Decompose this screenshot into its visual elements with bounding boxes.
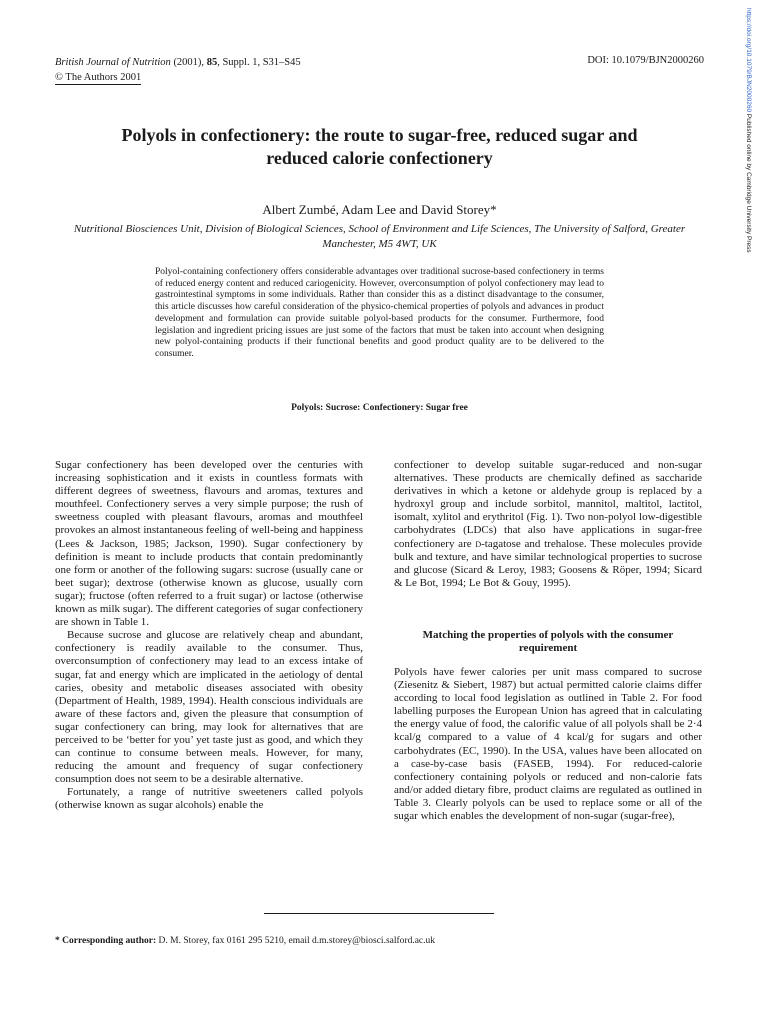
footnote-divider [264, 913, 494, 914]
journal-volume: 85 [206, 57, 218, 68]
footnote-text: D. M. Storey, fax 0161 295 5210, email d.m.storey@biosci.salford.ac.uk [156, 936, 436, 946]
body-paragraph: Polyols have fewer calories per unit mass compared to sucrose (Ziesenitz & Siebert, 1987) but actual permitted calorie claims differ according to local food legislation as outlined in Table 2. For food labelling purposes the European Union has agreed that in calculating the energy value of food, the calorific value of all polyols shall be 2·4 kcal/g compared to a value of 4 kcal/g for sugars and other carbohydrates (EC, 1990). In the USA, values have been allocated on a case-by-case basis (FASEB, 1994). For reduced-calorie confectionery containing polyols or reduced and non-calorie fats and/or added dietary fibre, product claims are regulated as outlined in Table 3. Clearly polyols can be used to replace some or all of the sugar which enables the development of non-sugar (sugar-free), [394, 665, 702, 822]
journal-name: British Journal of Nutrition [55, 57, 171, 68]
body-paragraph: Sugar confectionery has been developed over the centuries with increasing sophistication and it exists in countless formats with different degrees of sweetness, flavours and aromas, textures and mouthfeel. Confectionery serves a very simple purpose; the rush of sweetness coupled with pleasant flavours, aromas and mouthfeel provokes an almost instantaneous feeling of well-being and happiness (Lees & Jackson, 1985; Jackson, 1990). Sugar confectionery by definition is meant to include products that contain predominantly one form or another of the following sugars: sucrose (usually cane or beet sugar); dextrose (otherwise known as glucose, usually corn sugar); fructose (often referred to a fruit sugar) or lactose (otherwise known as milk sugar). The different categories of sugar confectionery are shown in Table 1. [55, 459, 363, 629]
keywords: Polyols: Sucrose: Confectionery: Sugar free [291, 403, 468, 413]
doi-label: DOI: 10.1079/BJN2000260 [587, 55, 704, 66]
footnote [55, 936, 435, 946]
journal-year: (2001), [170, 57, 207, 68]
footnote-label: * Corresponding author: [55, 936, 157, 946]
body-column-left [55, 459, 363, 813]
affiliation: Nutritional Biosciences Unit, Division of Biological Sciences, School of Environment and Life Sciences, The University of Salford, Greater Manchester, M5 4WT, UK [73, 223, 686, 250]
body-paragraph [394, 459, 702, 590]
paragraph-text: -tagatose and trehalose. These molecules provide bulk and texture, and have similar technological properties to sucrose and glucose (Sicard & Leroy, 1983; Goosens & Röper, 1994; Sicard & Le Bot, 1994; Le Bot & Gouy, 1995). [394, 537, 702, 589]
journal-pages: , Suppl. 1, S31–S45 [217, 57, 301, 68]
section-heading: Matching the properties of polyols with the consumer requirement [422, 628, 674, 655]
copyright-notice: © The Authors 2001 [55, 72, 142, 83]
article-title [55, 124, 704, 170]
side-published-text: Published online by Cambridge University Press [745, 112, 752, 253]
abstract: Polyol-containing confectionery offers considerable advantages over traditional sucrose-based confectionery in terms of reduced energy content and reduced cariogenicity. However, overconsumption of polyol confectionery may lead to gastrointestinal symptoms in some individuals. Rather than consider this as a distinct disadvantage to the consumer, this article discusses how careful consideration of the physico-chemical properties of polyols and advances in product development and formulation can provide suitable polyol-based products for the consumer. Furthermore, food legislation and ingredient pricing issues are just some of the factors that must be taken into account when designing new polyol-containing products if their functional benefits and good product quality are to be delivered to the consumer. [155, 267, 604, 359]
journal-citation [55, 55, 301, 85]
side-doi-link[interactable]: https://doi.org/10.1079/BJN2000260 [745, 8, 752, 113]
title-line-2: reduced calorie confectionery [266, 148, 493, 168]
side-doi-banner [745, 8, 752, 328]
body-paragraph: Because sucrose and glucose are relatively cheap and abundant, confectionery is readily available to the consumer. Thus, overconsumption of confectionery may lead to an excess intake of sugar, fat and energy which are implicated in the aetiology of dental caries, obesity and metabolic diseases associated with obesity (Department of Health, 1989, 1994). Health conscious individuals are aware of these factors and, given the pleasure that consumption of sugar confectionery can bring, may look for alternatives that are perceived to be ‘better for you’ yet taste just as good, and which they can continue to consume between meals. However, for many, reducing the amount and frequency of sugar confectionery consumption does not seem to be a desirable alternative. [55, 629, 363, 786]
body-paragraph: Fortunately, a range of nutritive sweeteners called polyols (otherwise known as sugar alcohols) enable the [55, 786, 363, 812]
author-list: Albert Zumbé, Adam Lee and David Storey* [262, 202, 497, 217]
title-line-1: Polyols in confectionery: the route to sugar-free, reduced sugar and [121, 125, 638, 145]
small-caps-d: d [475, 537, 482, 550]
paragraph-text: confectioner to develop suitable sugar-reduced and non-sugar alternatives. These products are chemically defined as saccharide derivatives in which a ketone or aldehyde group is replaced by a hydroxyl group and include sorbitol, mannitol, maltitol, lactitol, isomalt, xylitol and erythritol (Fig. 1). Two non-polyol low-digestible carbohydrates (LDCs) that also have applications in sugar-free confectionery are [394, 459, 702, 550]
body-column-right [394, 459, 702, 823]
